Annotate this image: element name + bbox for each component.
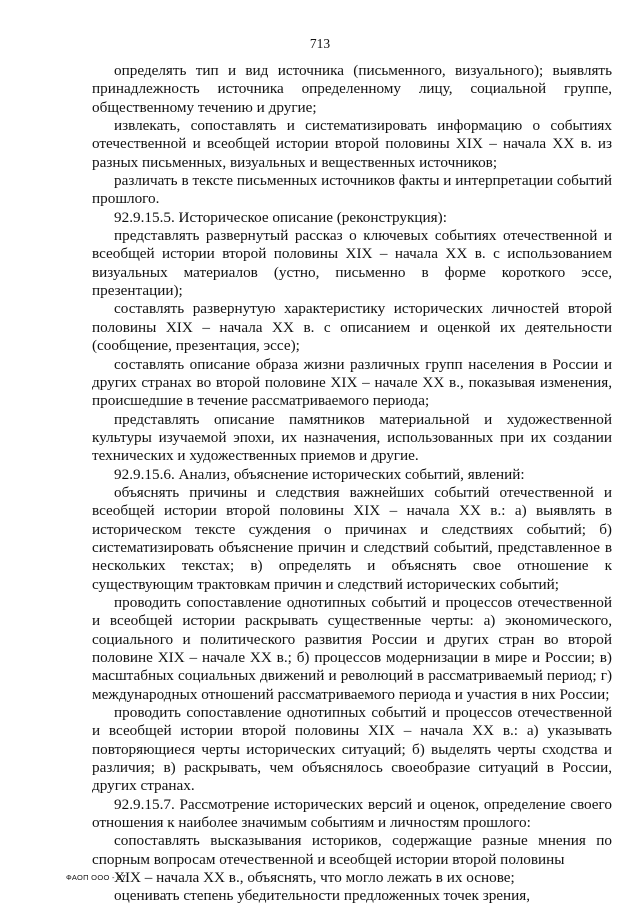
document-footer: ФАОП ООО - 07 (66, 873, 127, 882)
paragraph: объяснять причины и следствия важнейших событий отечественной и всеобщей истории второй половины XIX – начала XX в.: а) выявлять в историческом тексте суждения о причинах и следствиях событий; б) систематизировать объяснение причин и следствий событий, представленное в нескольких текстах; в) определять и объяснять свое отношение к существующим трактовкам причин и следствий исторических событий; (92, 483, 612, 593)
section-heading: 92.9.15.5. Историческое описание (реконструкция): (114, 208, 447, 226)
paragraph: составлять описание образа жизни различных групп населения в России и других странах во второй половине XIX – начале XX в., показывая изменения, происшедшие в течение рассматриваемого периода; (92, 355, 612, 410)
page-number: 713 (309, 36, 331, 51)
paragraph: определять тип и вид источника (письменного, визуального); выявлять принадлежность источника определенному лицу, социальной группе, общественному течению и другие; (92, 62, 612, 116)
paragraph: сопоставлять высказывания историков, содержащие разные мнения по спорным вопросам отечественной и всеобщей истории второй половины (92, 832, 612, 868)
paragraph: XIX – начала XX в., объяснять, что могло лежать в их основе; (114, 869, 515, 887)
paragraph: составлять развернутую характеристику исторических личностей второй половины XIX – начала XX в. с описанием и оценкой их деятельности (сообщение, презентация, эссе); (92, 300, 612, 355)
paragraph: представлять описание памятников материальной и художественной культуры изучаемой эпохи, их назначения, использованных при их создании технических и художественных приемов и другие. (92, 410, 612, 465)
paragraph: проводить сопоставление однотипных событий и процессов отечественной и всеобщей истории второй половины XIX – начала XX в.: а) указывать повторяющиеся черты исторических ситуаций; б) выделять черты сходства и различия; в) раскрывать, чем объяснялось своеобразие ситуаций в России, других странах. (92, 704, 612, 795)
paragraph: проводить сопоставление однотипных событий и процессов отечественной и всеобщей истории раскрывать существенные черты: а) экономического, социального и политического развития России и других стран во второй половине XIX – начале XX в.; б) процессов модернизации в мире и России; в) масштабных социальных движений и революций в рассматриваемый период; г) международных отношений рассматриваемого периода и участия в них России; (92, 593, 612, 703)
section-heading: 92.9.15.7. Рассмотрение исторических версий и оценок, определение своего отношения к наиболее значимым событиям и личностям прошлого: (92, 795, 612, 832)
section-heading: 92.9.15.6. Анализ, объяснение исторических событий, явлений: (114, 465, 525, 483)
paragraph: оценивать степень убедительности предложенных точек зрения, (114, 887, 531, 905)
paragraph: различать в тексте письменных источников факты и интерпретации событий прошлого. (92, 172, 612, 208)
document-body (92, 62, 612, 906)
paragraph: извлекать, сопоставлять и систематизировать информацию о событиях отечественной и всеобщей истории второй половины XIX – начала XX в. из разных письменных, визуальных и вещественных источников; (92, 117, 612, 171)
paragraph: представлять развернутый рассказ о ключевых событиях отечественной и всеобщей истории второй половины XIX – начала XX в. с использованием визуальных материалов (устно, письменно в форме короткого эссе, презентации); (92, 227, 612, 300)
